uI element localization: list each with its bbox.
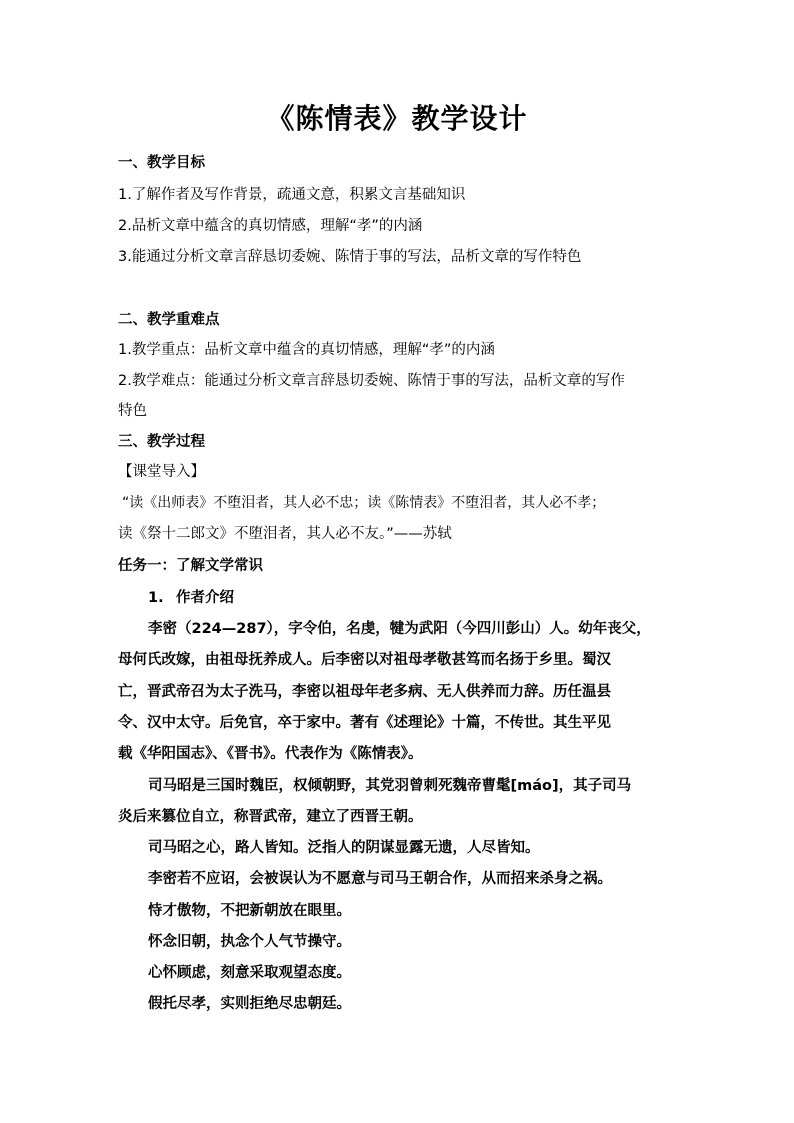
page-title: 《陈情表》教学设计: [266, 102, 528, 135]
intro-label: 【课堂导入】: [118, 464, 205, 480]
key-point-item-continued: 特色: [118, 403, 147, 419]
bio-line: 载《华阳国志》、《晋书》。代表作为《陈情表》。: [118, 746, 423, 762]
sub-heading-author: 作者介绍: [176, 590, 234, 606]
background-line: 炎后来篡位自立，称晋武帝，建立了西晋王朝。: [118, 809, 423, 825]
background-line: 司马昭是三国时魏臣，权倾朝野，其党羽曾刺死魏帝曹髦[máo]，其子司马: [148, 778, 632, 794]
quote-line: 读《祭十二郎文》不堕泪者，其人必不友。”——苏轼: [118, 526, 452, 542]
bio-line: 令、汉中太守。后免官，卒于家中。著有《述理论》十篇，不传世。其生平见: [118, 715, 611, 731]
note-line: 司马昭之心，路人皆知。泛指人的阴谋显露无遗，人尽皆知。: [148, 840, 540, 856]
bio-line: 亡，晋武帝召为太子洗马，李密以祖母年老多病、无人供养而力辞。历任温县: [118, 684, 611, 700]
sub-heading-number: 1.: [148, 590, 164, 606]
key-point-item: 1.教学重点：品析文章中蕴含的真切情感，理解“孝”的内涵: [118, 342, 495, 358]
note-line: 怀念旧朝，执念个人气节操守。: [148, 934, 351, 950]
bio-line: 李密（224—287），字令伯，名虔，犍为武阳（今四川彭山）人。幼年丧父，: [148, 621, 651, 637]
note-line: 假托尽孝，实则拒绝尽忠朝廷。: [148, 996, 351, 1012]
key-point-item: 2.教学难点：能通过分析文章言辞恳切委婉、陈情于事的写法，品析文章的写作: [118, 373, 625, 389]
section-heading-objectives: 一、教学目标: [118, 155, 205, 171]
objective-item: 1.了解作者及写作背景，疏通文意，积累文言基础知识: [118, 187, 466, 203]
quote-line: “读《出师表》不堕泪者，其人必不忠；读《陈情表》不堕泪者，其人必不孝；: [122, 495, 606, 511]
note-line: 恃才傲物，不把新朝放在眼里。: [148, 903, 351, 919]
section-heading-process: 三、教学过程: [118, 434, 205, 450]
note-line: 心怀顾虑，刻意采取观望态度。: [148, 965, 351, 981]
bio-line: 母何氏改嫁，由祖母抚养成人。后李密以对祖母孝敬甚笃而名扬于乡里。蜀汉: [118, 652, 611, 668]
section-heading-key-points: 二、教学重难点: [118, 312, 220, 328]
objective-item: 3.能通过分析文章言辞恳切委婉、陈情于事的写法，品析文章的写作特色: [118, 249, 582, 265]
task-heading: 任务一：了解文学常识: [118, 558, 263, 574]
objective-item: 2.品析文章中蕴含的真切情感，理解“孝”的内涵: [118, 218, 423, 234]
note-line: 李密若不应诏，会被误认为不愿意与司马王朝合作，从而招来杀身之祸。: [148, 871, 612, 887]
